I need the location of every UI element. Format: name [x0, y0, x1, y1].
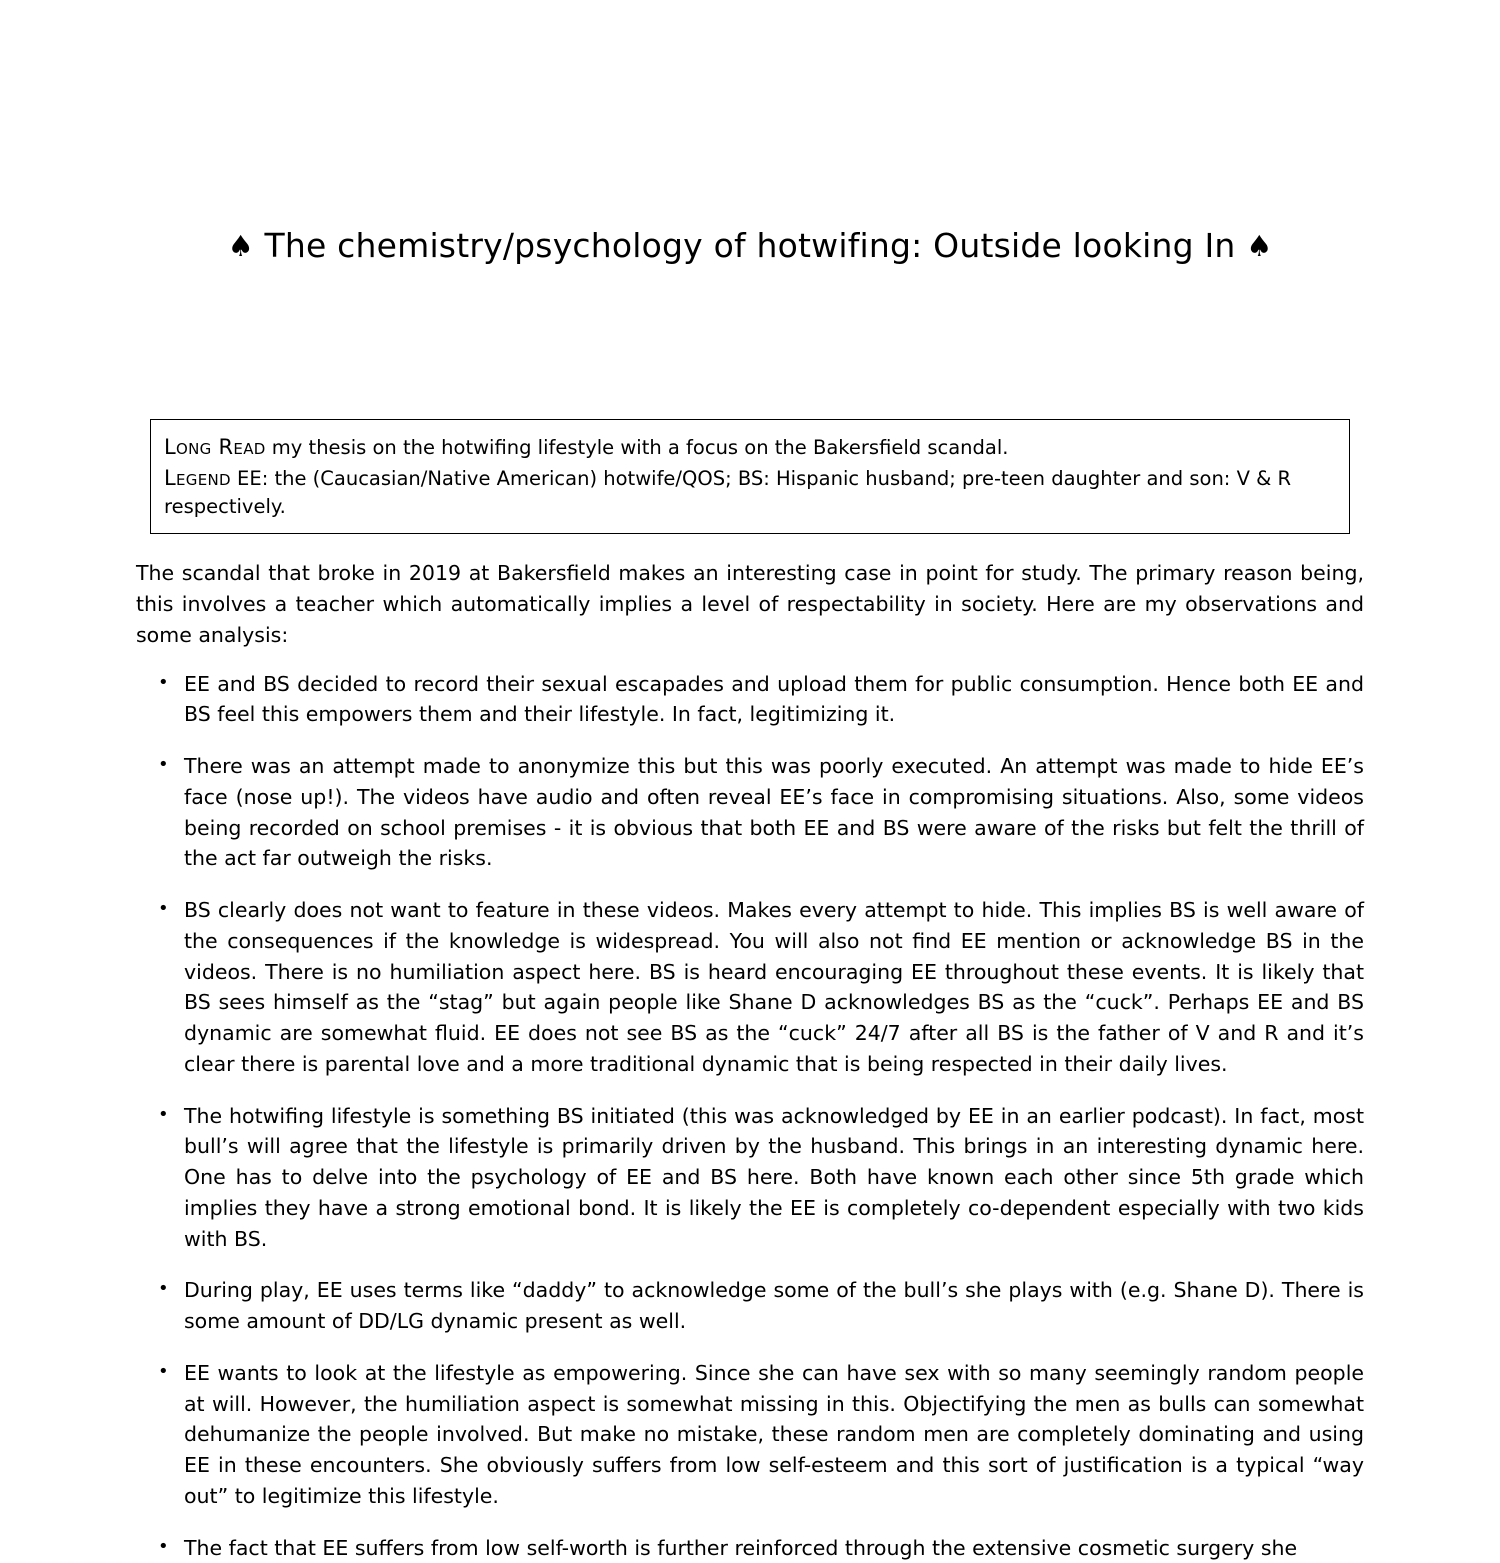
abstract-legend-text: EE: the (Caucasian/Native American) hotwife/QOS; BS: Hispanic husband; pre-teen daughter and son: V & R respectively. — [164, 466, 1292, 519]
abstract-legend-line — [164, 463, 1337, 522]
page-title-text: The chemistry/psychology of hotwifing: Outside looking In — [264, 226, 1236, 265]
spade-icon-right: ♠ — [1246, 229, 1273, 263]
spade-icon-left: ♠ — [227, 229, 254, 263]
list-item: • EE wants to look at the lifestyle as empowering. Since she can have sex with so many seemingly random people at will. However, the humiliation aspect is somewhat missing in this. Objectifying the men as bulls can somewhat dehumanize the people involved. But make no mistake, these random men are completely dominating and using EE in these encounters. She obviously suffers from low self-esteem and this sort of justification is a typical “way out” to legitimize this lifestyle. — [184, 1358, 1364, 1512]
abstract-box — [150, 419, 1350, 534]
abstract-long-read-line — [164, 432, 1337, 462]
abstract-long-read-text: my thesis on the hotwifing lifestyle with a focus on the Bakersfield scandal. — [265, 436, 1009, 460]
list-item: • EE and BS decided to record their sexual escapades and upload them for public consumption. Hence both EE and BS feel this empowers them and their lifestyle. In fact, legitimizing it. — [184, 669, 1364, 731]
page-title — [0, 0, 1500, 264]
list-item: • The fact that EE suffers from low self-worth is further reinforced through the extensive cosmetic surgery she — [184, 1533, 1364, 1563]
list-item: • During play, EE uses terms like “daddy” to acknowledge some of the bull’s she plays with (e.g. Shane D). There is some amount of DD/LG dynamic present as well. — [184, 1275, 1364, 1337]
list-item: • BS clearly does not want to feature in these videos. Makes every attempt to hide. This implies BS is well aware of the consequences if the knowledge is widespread. You will also not find EE mention or acknowledge BS in the videos. There is no humiliation aspect here. BS is heard encouraging EE throughout these events. It is likely that BS sees himself as the “stag” but again people like Shane D acknowledges BS as the “cuck”. Perhaps EE and BS dynamic are somewhat fluid. EE does not see BS as the “cuck” 24/7 after all BS is the father of V and R and it’s clear there is parental love and a more traditional dynamic that is being respected in their daily lives. — [184, 895, 1364, 1080]
list-item: • The hotwifing lifestyle is something BS initiated (this was acknowledged by EE in an earlier podcast). In fact, most bull’s will agree that the lifestyle is primarily driven by the husband. This brings in an interesting dynamic here. One has to delve into the psychology of EE and BS here. Both have known each other since 5th grade which implies they have a strong emotional bond. It is likely the EE is completely co-dependent especially with two kids with BS. — [184, 1101, 1364, 1255]
intro-paragraph: The scandal that broke in 2019 at Bakersfield makes an interesting case in point for study. The primary reason being, this involves a teacher which automatically implies a level of respectability in society. Here are my observations and some analysis: — [136, 561, 1364, 647]
abstract-long-read-label: Long Read — [164, 435, 266, 460]
observations-list — [136, 669, 1364, 1563]
list-item: • There was an attempt made to anonymize this but this was poorly executed. An attempt was made to hide EE’s face (nose up!). The videos have audio and often reveal EE’s face in compromising situations. Also, some videos being recorded on school premises - it is obvious that both EE and BS were aware of the risks but felt the thrill of the act far outweigh the risks. — [184, 751, 1364, 874]
body-intro — [136, 558, 1364, 650]
abstract-legend-label: Legend — [164, 465, 231, 490]
